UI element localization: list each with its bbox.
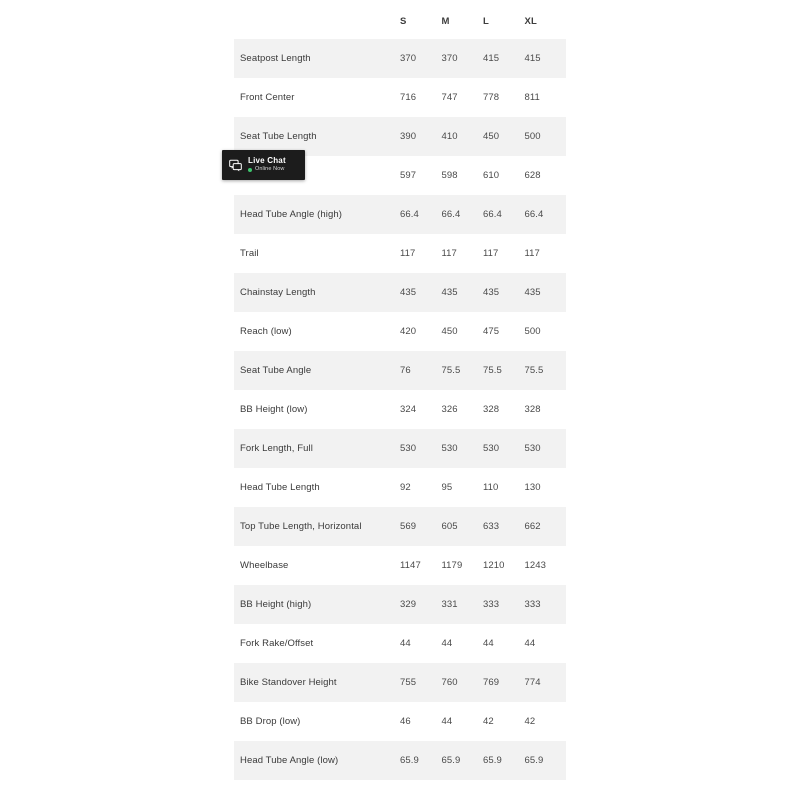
row-value-l: 75.5: [483, 351, 525, 390]
row-label: Fork Rake/Offset: [234, 624, 400, 663]
chat-text-block: [248, 157, 286, 173]
row-value-xl: 435: [525, 273, 567, 312]
row-value-xl: 530: [525, 429, 567, 468]
row-value-l: 769: [483, 663, 525, 702]
row-label: Reach (low): [234, 312, 400, 351]
row-label: BB Height (high): [234, 585, 400, 624]
table-row: [234, 507, 566, 546]
table-row: [234, 663, 566, 702]
row-value-m: 435: [442, 273, 484, 312]
row-value-m: 44: [442, 702, 484, 741]
row-value-s: 46: [400, 702, 442, 741]
column-header-xl: XL: [524, 16, 538, 27]
row-value-s: 420: [400, 312, 442, 351]
row-value-xl: 130: [525, 468, 567, 507]
row-value-l: 633: [483, 507, 525, 546]
row-value-l: 328: [483, 390, 525, 429]
chat-bubble-icon: [229, 159, 242, 172]
row-value-l: 117: [483, 234, 525, 273]
row-label: BB Height (low): [234, 390, 400, 429]
row-value-xl: 628: [525, 156, 567, 195]
row-label: Head Tube Angle (high): [234, 195, 400, 234]
live-chat-title: Live Chat: [248, 156, 286, 166]
row-value-s: 76: [400, 351, 442, 390]
table-row: [234, 234, 566, 273]
row-value-s: 370: [400, 39, 442, 78]
table-row: [234, 741, 566, 780]
table-row: [234, 78, 566, 117]
column-header-s: S: [400, 16, 407, 27]
row-value-l: 44: [483, 624, 525, 663]
row-value-s: 530: [400, 429, 442, 468]
row-label: Head Tube Length: [234, 468, 400, 507]
row-label: Seat Tube Length: [234, 117, 400, 156]
row-value-l: 415: [483, 39, 525, 78]
row-value-s: 569: [400, 507, 442, 546]
row-value-l: 778: [483, 78, 525, 117]
row-value-m: 760: [442, 663, 484, 702]
table-row: [234, 39, 566, 78]
online-status-dot: [248, 168, 252, 172]
row-value-m: 65.9: [442, 741, 484, 780]
row-value-xl: 500: [525, 312, 567, 351]
row-value-s: 66.4: [400, 195, 442, 234]
row-value-xl: 774: [525, 663, 567, 702]
column-header-m: M: [441, 16, 450, 27]
row-value-l: 1210: [483, 546, 525, 585]
row-label: Chainstay Length: [234, 273, 400, 312]
column-header-l: L: [483, 16, 490, 27]
table-row: [234, 468, 566, 507]
row-value-s: 597: [400, 156, 442, 195]
row-value-s: 324: [400, 390, 442, 429]
row-value-s: 755: [400, 663, 442, 702]
row-value-s: 92: [400, 468, 442, 507]
row-value-xl: 42: [525, 702, 567, 741]
row-value-m: 117: [442, 234, 484, 273]
table-row: [234, 273, 566, 312]
geometry-table: [234, 16, 566, 780]
row-value-s: 65.9: [400, 741, 442, 780]
table-row: [234, 702, 566, 741]
table-row: [234, 390, 566, 429]
row-value-m: 530: [442, 429, 484, 468]
table-header-row: [234, 16, 566, 39]
row-value-m: 1179: [442, 546, 484, 585]
table-row: [234, 312, 566, 351]
row-label: Front Center: [234, 78, 400, 117]
row-value-s: 716: [400, 78, 442, 117]
row-value-s: 1147: [400, 546, 442, 585]
table-row: [234, 585, 566, 624]
row-label: Seatpost Length: [234, 39, 400, 78]
row-value-m: 331: [442, 585, 484, 624]
table-row: [234, 195, 566, 234]
row-value-l: 333: [483, 585, 525, 624]
row-value-m: 326: [442, 390, 484, 429]
row-value-l: 610: [483, 156, 525, 195]
row-label: Seat Tube Angle: [234, 351, 400, 390]
row-value-xl: 44: [525, 624, 567, 663]
row-value-m: 66.4: [442, 195, 484, 234]
row-value-m: 95: [442, 468, 484, 507]
row-value-l: 110: [483, 468, 525, 507]
row-value-xl: 333: [525, 585, 567, 624]
table-header: [234, 16, 566, 39]
row-value-l: 42: [483, 702, 525, 741]
row-value-xl: 117: [525, 234, 567, 273]
column-header-label: [234, 16, 400, 39]
row-label: Top Tube Length, Horizontal: [234, 507, 400, 546]
row-value-xl: 811: [525, 78, 567, 117]
row-value-l: 475: [483, 312, 525, 351]
row-label: Trail: [234, 234, 400, 273]
row-value-xl: 415: [525, 39, 567, 78]
row-value-xl: 662: [525, 507, 567, 546]
row-value-l: 435: [483, 273, 525, 312]
live-chat-status: [248, 167, 286, 173]
table-row: [234, 351, 566, 390]
row-value-xl: 66.4: [525, 195, 567, 234]
table-row: [234, 624, 566, 663]
row-value-xl: 1243: [525, 546, 567, 585]
row-value-l: 450: [483, 117, 525, 156]
row-label: BB Drop (low): [234, 702, 400, 741]
row-value-m: 747: [442, 78, 484, 117]
row-label: Head Tube Angle (low): [234, 741, 400, 780]
live-chat-widget[interactable]: [222, 150, 305, 180]
row-value-xl: 75.5: [525, 351, 567, 390]
row-value-m: 410: [442, 117, 484, 156]
row-value-s: 329: [400, 585, 442, 624]
row-label: Bike Standover Height: [234, 663, 400, 702]
row-value-xl: 500: [525, 117, 567, 156]
row-value-m: 75.5: [442, 351, 484, 390]
row-value-m: 598: [442, 156, 484, 195]
row-value-l: 66.4: [483, 195, 525, 234]
row-value-m: 370: [442, 39, 484, 78]
row-value-l: 65.9: [483, 741, 525, 780]
row-value-m: 450: [442, 312, 484, 351]
row-value-s: 117: [400, 234, 442, 273]
row-value-xl: 328: [525, 390, 567, 429]
row-value-s: 435: [400, 273, 442, 312]
row-label: Wheelbase: [234, 546, 400, 585]
row-value-m: 605: [442, 507, 484, 546]
row-value-xl: 65.9: [525, 741, 567, 780]
live-chat-status-label: Online Now: [255, 166, 285, 173]
row-value-s: 44: [400, 624, 442, 663]
row-value-s: 390: [400, 117, 442, 156]
row-label: Fork Length, Full: [234, 429, 400, 468]
row-value-m: 44: [442, 624, 484, 663]
table-row: [234, 546, 566, 585]
table-row: [234, 429, 566, 468]
row-value-l: 530: [483, 429, 525, 468]
